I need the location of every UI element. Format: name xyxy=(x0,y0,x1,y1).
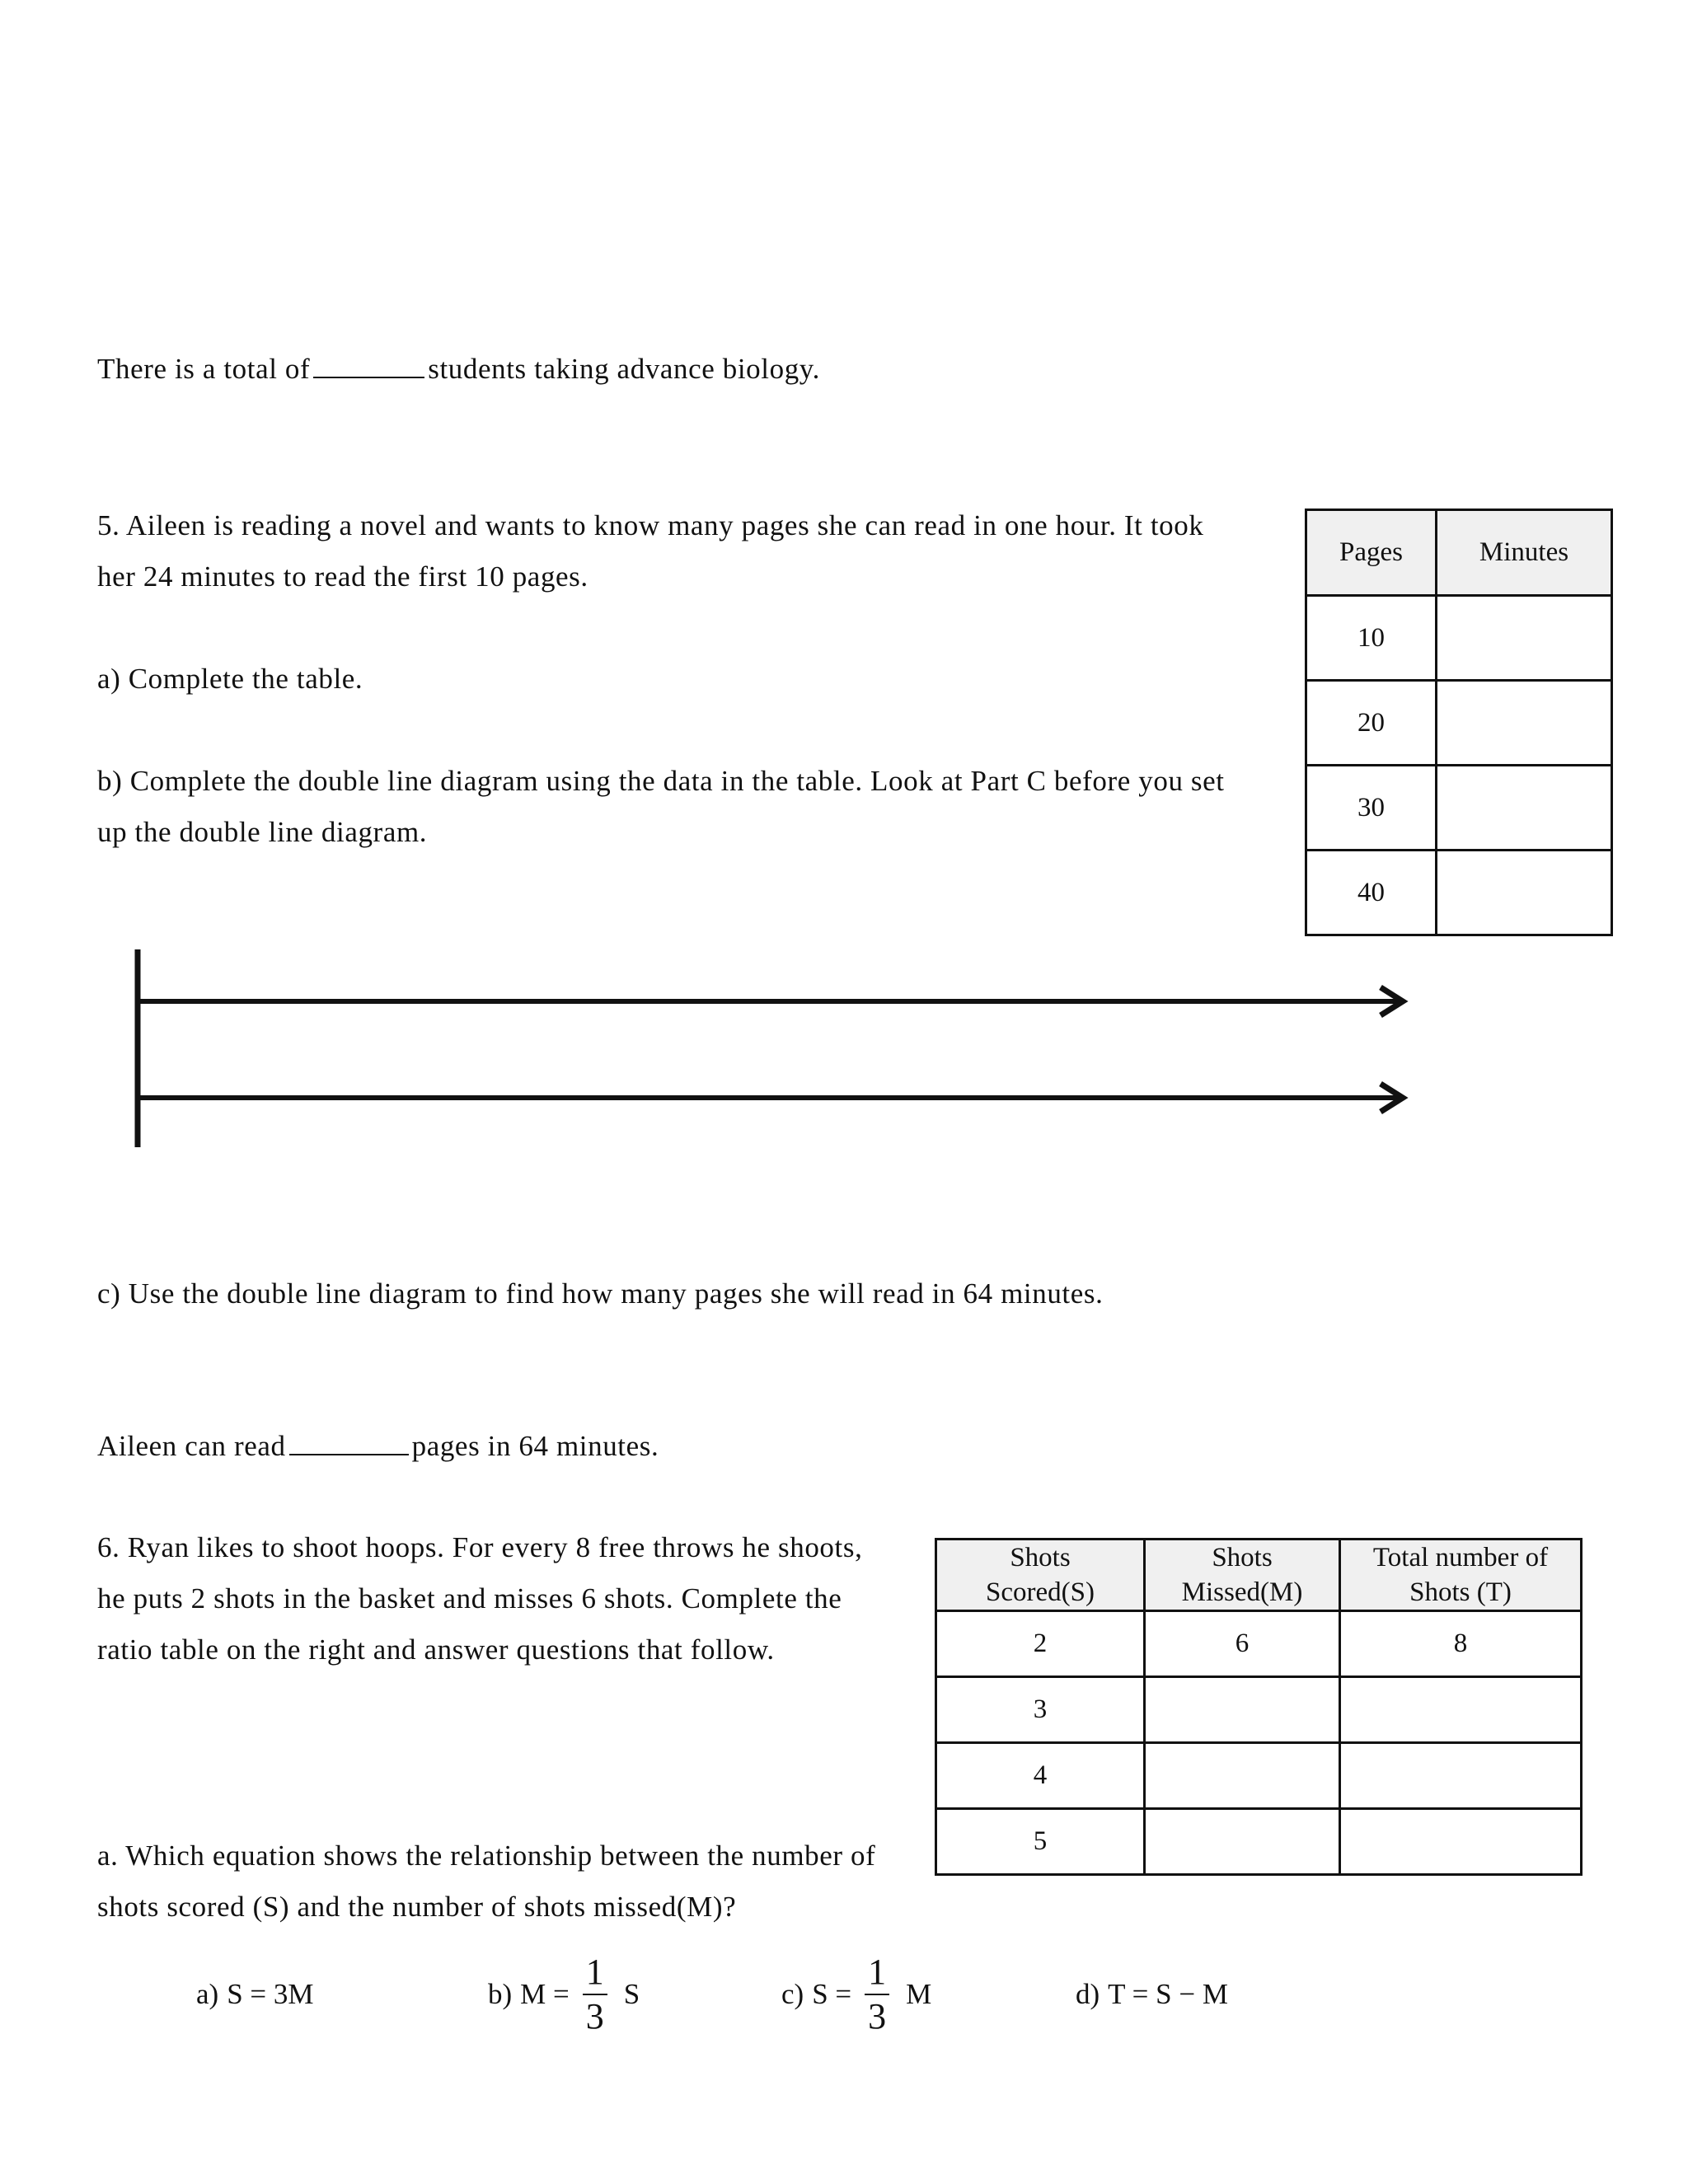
total-text-before: There is a total of xyxy=(97,353,311,385)
minutes-cell[interactable] xyxy=(1437,766,1612,851)
scored-cell: 2 xyxy=(936,1611,1145,1677)
table-header-total: Total number of Shots (T) xyxy=(1340,1540,1582,1611)
total-cell[interactable] xyxy=(1340,1809,1582,1875)
choice-b-lhs: M = xyxy=(520,1978,570,2010)
shots-ratio-table xyxy=(935,1538,1582,1876)
q6-line1: 6. Ryan likes to shoot hoops. For every 8 free throws he shoots, xyxy=(97,1531,863,1563)
choice-c-label: c) xyxy=(781,1978,804,2010)
scored-cell: 4 xyxy=(936,1743,1145,1809)
q5-part-b-line2: up the double line diagram. xyxy=(97,816,428,848)
choice-b-fraction: $\frac{1}{3}$ xyxy=(583,1954,616,2035)
choice-c[interactable] xyxy=(781,1945,940,2044)
choice-b-rhs: S xyxy=(623,1978,640,2010)
choice-c-fraction: $\frac{1}{3}$ xyxy=(865,1954,898,2035)
q5-part-c: c) Use the double line diagram to find how many pages she will read in 64 minutes. xyxy=(97,1277,1104,1310)
total-cell: 8 xyxy=(1340,1611,1582,1677)
q6-line2: he puts 2 shots in the basket and misses 6 shots. Complete the xyxy=(97,1582,842,1615)
missed-cell[interactable] xyxy=(1145,1743,1340,1809)
choice-a-label: a) xyxy=(196,1978,219,2010)
missed-cell[interactable] xyxy=(1145,1677,1340,1743)
choice-c-rhs: M xyxy=(906,1978,932,2010)
scored-cell: 5 xyxy=(936,1809,1145,1875)
missed-cell: 6 xyxy=(1145,1611,1340,1677)
q5-line1: 5. Aileen is reading a novel and wants to know many pages she can read in one hour. It took xyxy=(97,509,1204,541)
answer-text-before: Aileen can read xyxy=(97,1430,286,1462)
pages-cell: 10 xyxy=(1306,596,1437,681)
q6-part-a-line1: a. Which equation shows the relationship between the number of xyxy=(97,1840,876,1872)
double-line-diagram[interactable] xyxy=(124,940,1426,1154)
q6-line3: ratio table on the right and answer questions that follow. xyxy=(97,1633,775,1666)
table-header-minutes: Minutes xyxy=(1437,510,1612,596)
choice-d-label: d) xyxy=(1076,1978,1100,2010)
choice-a-equation: S = 3M xyxy=(227,1978,314,2010)
answer-blank[interactable] xyxy=(313,355,424,378)
choice-d[interactable] xyxy=(1076,1945,1236,2044)
total-students-line xyxy=(97,353,820,386)
total-cell[interactable] xyxy=(1340,1743,1582,1809)
q5-line2: her 24 minutes to read the first 10 pages. xyxy=(97,560,588,593)
total-text-after: students taking advance biology. xyxy=(428,353,820,385)
minutes-cell[interactable] xyxy=(1437,681,1612,766)
table-header-missed: Shots Missed(M) xyxy=(1145,1540,1340,1611)
q5-part-b-line1: b) Complete the double line diagram using the data in the table. Look at Part C before you set xyxy=(97,765,1225,797)
pages-cell: 20 xyxy=(1306,681,1437,766)
answer-blank[interactable] xyxy=(289,1432,409,1455)
q6-part-a-line2: shots scored (S) and the number of shots missed(M)? xyxy=(97,1891,737,1923)
pages-minutes-table xyxy=(1305,509,1613,936)
choice-d-equation: T = S − M xyxy=(1108,1978,1228,2010)
pages-cell: 40 xyxy=(1306,851,1437,935)
minutes-cell[interactable] xyxy=(1437,596,1612,681)
q5-part-a: a) Complete the table. xyxy=(97,663,363,695)
pages-cell: 30 xyxy=(1306,766,1437,851)
choice-c-lhs: S = xyxy=(812,1978,852,2010)
total-cell[interactable] xyxy=(1340,1677,1582,1743)
scored-cell: 3 xyxy=(936,1677,1145,1743)
choice-b[interactable] xyxy=(488,1945,648,2044)
minutes-cell[interactable] xyxy=(1437,851,1612,935)
table-header-pages: Pages xyxy=(1306,510,1437,596)
answer-text-after: pages in 64 minutes. xyxy=(411,1430,659,1462)
missed-cell[interactable] xyxy=(1145,1809,1340,1875)
table-header-scored: Shots Scored(S) xyxy=(936,1540,1145,1611)
choice-b-label: b) xyxy=(488,1978,513,2010)
q5-answer-line xyxy=(97,1430,659,1463)
choice-a[interactable] xyxy=(196,1945,322,2044)
